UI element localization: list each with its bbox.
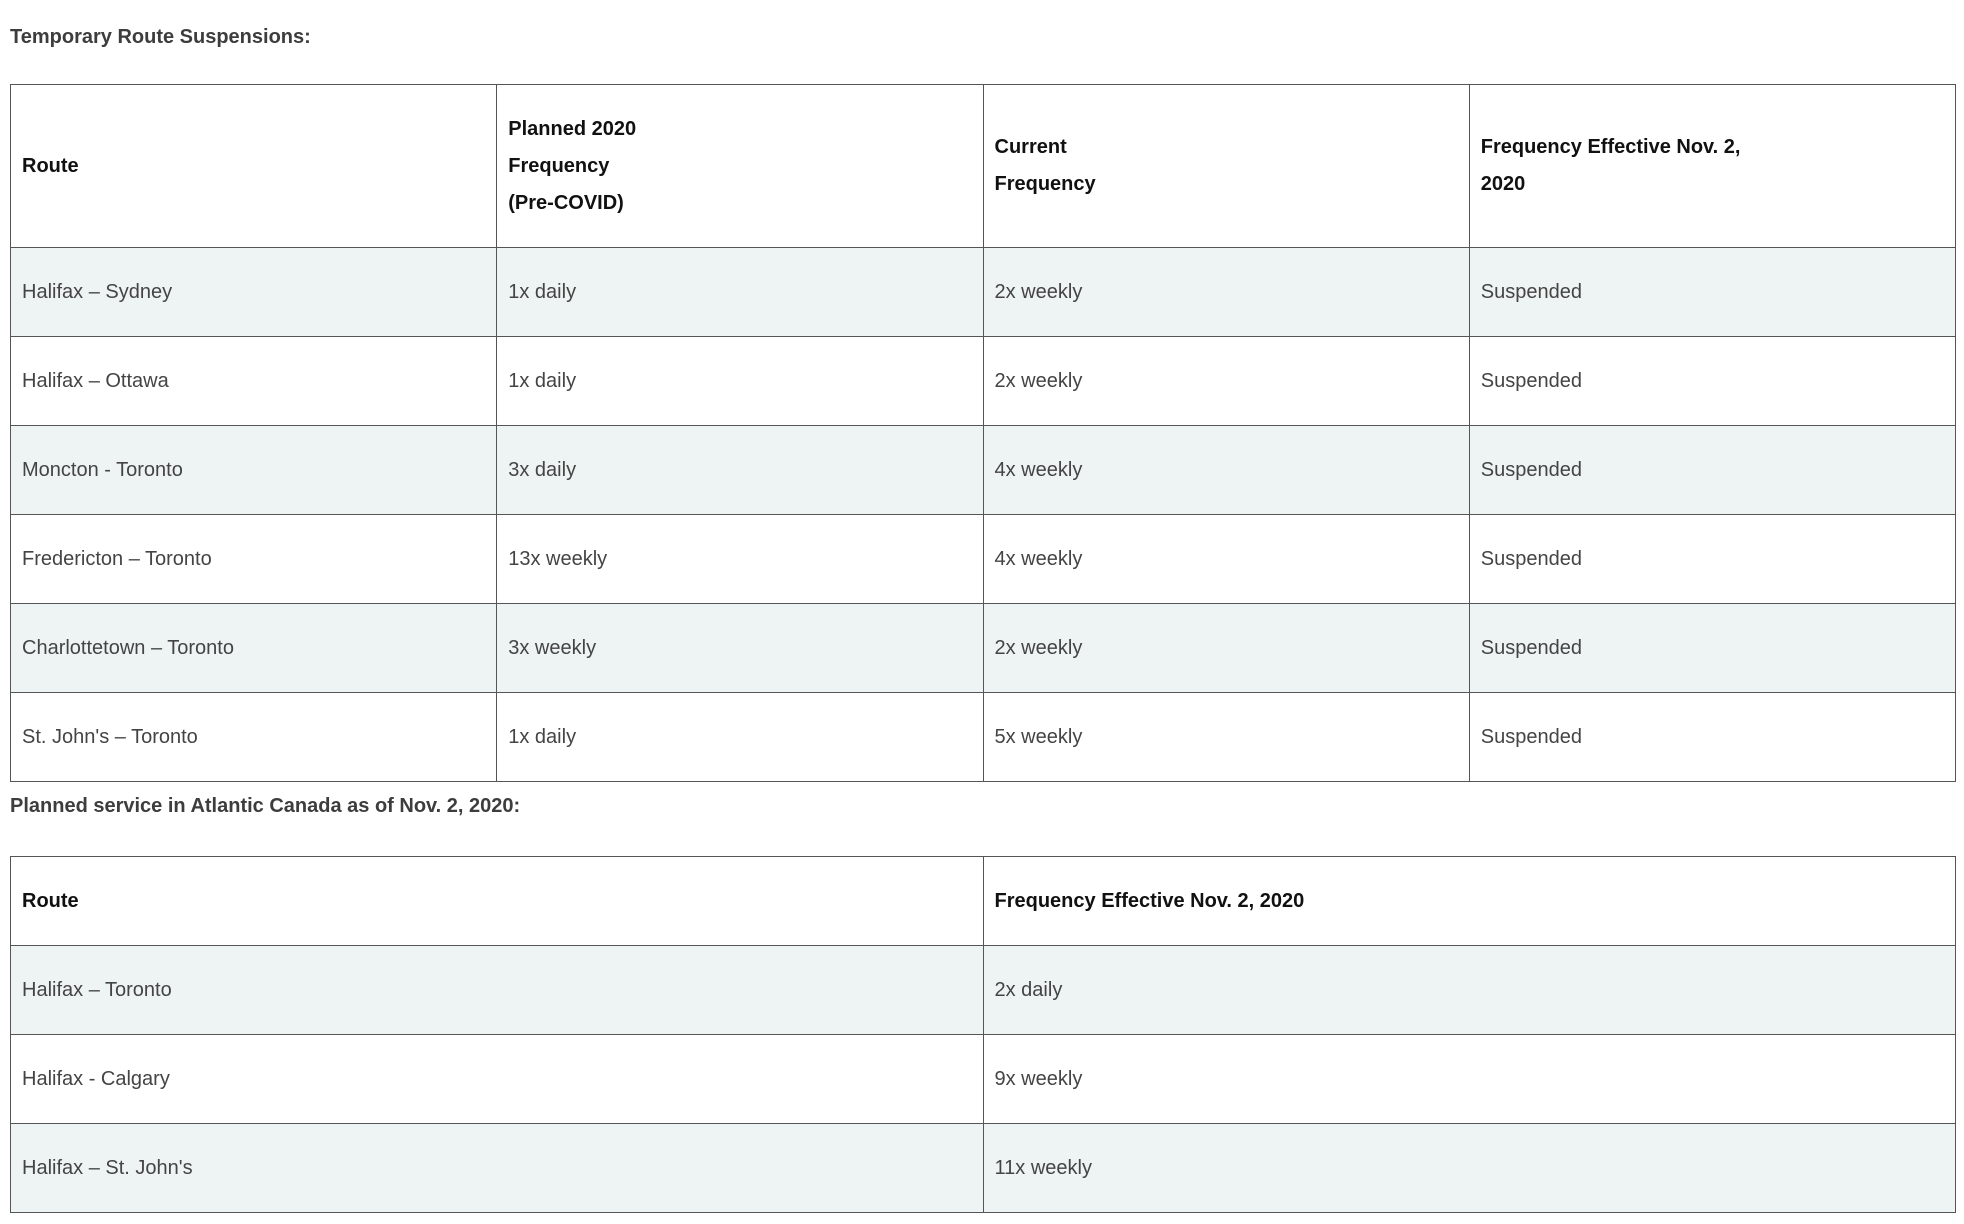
- header-text: Frequency: [994, 173, 1096, 195]
- cell-effective-frequency: Suspended: [1469, 248, 1955, 337]
- cell-effective-frequency: Suspended: [1469, 426, 1955, 515]
- cell-effective-frequency: Suspended: [1469, 604, 1955, 693]
- cell-route: Moncton - Toronto: [11, 426, 497, 515]
- cell-current-frequency: 4x weekly: [983, 426, 1469, 515]
- cell-planned-frequency: 1x daily: [497, 248, 983, 337]
- column-header-current-frequency: [983, 85, 1469, 248]
- table-row: [11, 946, 1956, 1035]
- cell-planned-frequency: 1x daily: [497, 693, 983, 782]
- header-text: 2020: [1480, 173, 1526, 195]
- table-row: [11, 248, 1956, 337]
- table-row: [11, 1124, 1956, 1213]
- cell-effective-frequency: 2x daily: [983, 946, 1956, 1035]
- cell-route: St. John's – Toronto: [11, 693, 497, 782]
- cell-current-frequency: 5x weekly: [983, 693, 1469, 782]
- header-text: Frequency: [508, 154, 610, 177]
- table-row: [11, 693, 1956, 782]
- header-text: (Pre-COVID): [508, 191, 624, 214]
- planned-service-table: [10, 856, 1956, 1213]
- cell-current-frequency: 2x weekly: [983, 248, 1469, 337]
- planned-service-heading: Planned service in Atlantic Canada as of Nov. 2, 2020:: [10, 795, 521, 817]
- cell-effective-frequency: Suspended: [1469, 693, 1955, 782]
- table-header-row: [11, 857, 1956, 946]
- route-suspensions-table: [10, 84, 1956, 782]
- column-header-planned-frequency: [497, 85, 983, 248]
- table-header-row: [11, 85, 1956, 248]
- cell-current-frequency: 2x weekly: [983, 337, 1469, 426]
- table-row: [11, 604, 1956, 693]
- table-row: [11, 515, 1956, 604]
- table-row: [11, 1035, 1956, 1124]
- cell-route: Charlottetown – Toronto: [11, 604, 497, 693]
- cell-effective-frequency: Suspended: [1469, 515, 1955, 604]
- cell-effective-frequency: 11x weekly: [983, 1124, 1956, 1213]
- cell-route: Halifax – Ottawa: [11, 337, 497, 426]
- cell-effective-frequency: 9x weekly: [983, 1035, 1956, 1124]
- cell-planned-frequency: 3x daily: [497, 426, 983, 515]
- table-row: [11, 426, 1956, 515]
- suspensions-heading: Temporary Route Suspensions:: [10, 26, 311, 48]
- column-header-route: [11, 857, 984, 946]
- column-header-effective-frequency: [983, 857, 1956, 946]
- header-text: Frequency Effective Nov. 2,: [1480, 136, 1741, 158]
- header-text: Route: [22, 154, 79, 177]
- cell-route: Halifax – St. John's: [11, 1124, 984, 1213]
- cell-route: Halifax - Calgary: [11, 1035, 984, 1124]
- table-row: [11, 337, 1956, 426]
- cell-route: Fredericton – Toronto: [11, 515, 497, 604]
- cell-planned-frequency: 3x weekly: [497, 604, 983, 693]
- header-text: Frequency Effective Nov. 2, 2020: [994, 889, 1305, 912]
- cell-effective-frequency: Suspended: [1469, 337, 1955, 426]
- cell-current-frequency: 2x weekly: [983, 604, 1469, 693]
- column-header-effective-frequency: [1469, 85, 1955, 248]
- cell-route: Halifax – Toronto: [11, 946, 984, 1035]
- header-text: Route: [22, 889, 79, 912]
- header-text: Planned 2020: [508, 117, 637, 140]
- cell-planned-frequency: 1x daily: [497, 337, 983, 426]
- cell-route: Halifax – Sydney: [11, 248, 497, 337]
- cell-current-frequency: 4x weekly: [983, 515, 1469, 604]
- cell-planned-frequency: 13x weekly: [497, 515, 983, 604]
- column-header-route: [11, 85, 497, 248]
- header-text: Current: [994, 136, 1067, 158]
